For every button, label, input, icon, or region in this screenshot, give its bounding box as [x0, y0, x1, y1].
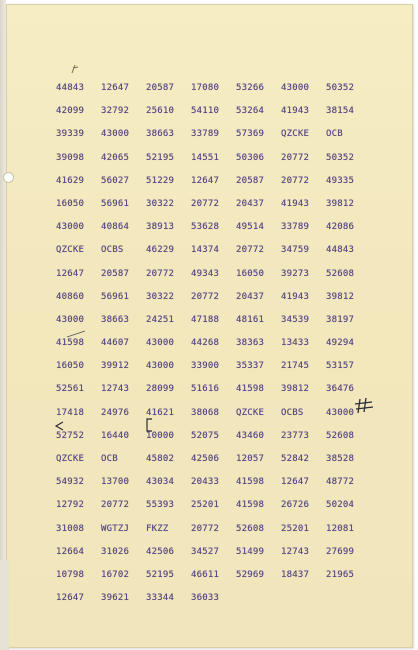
code-group: 52842 — [281, 454, 310, 464]
code-group: 38154 — [326, 106, 355, 117]
code-group: 26726 — [281, 500, 310, 511]
code-group: 57369 — [236, 129, 265, 140]
binding-strip — [0, 560, 9, 650]
code-group: 30322 — [146, 198, 175, 209]
code-group: 41943 — [281, 106, 310, 117]
code-group: 56027 — [101, 175, 130, 186]
code-group: 41943 — [281, 291, 310, 302]
code-group: 53264 — [236, 106, 265, 117]
code-group: QZCKE — [56, 454, 85, 464]
code-group: 21965 — [326, 569, 355, 580]
code-group: 33344 — [146, 593, 175, 604]
code-group: 27699 — [326, 546, 355, 557]
code-group: 16702 — [101, 569, 130, 580]
code-group: 41598 — [236, 500, 265, 511]
code-group: 43000 — [146, 361, 175, 372]
code-group: 52969 — [236, 569, 265, 580]
code-group: 47188 — [191, 314, 220, 325]
arrow-scribble-icon — [53, 420, 65, 432]
code-group: 20587 — [236, 175, 265, 186]
code-group: 16050 — [236, 268, 265, 279]
code-group: 38913 — [146, 222, 175, 233]
code-group: 21745 — [281, 361, 310, 372]
code-group: 35337 — [236, 361, 265, 372]
code-group: 32792 — [101, 106, 130, 117]
code-group: 39812 — [326, 291, 355, 302]
code-group: 28099 — [146, 384, 175, 395]
code-group: 49335 — [326, 175, 355, 186]
code-group: 43034 — [146, 477, 175, 488]
slash-scribble-icon — [66, 330, 86, 338]
code-group: 38363 — [236, 338, 265, 349]
code-group: 20437 — [236, 291, 265, 302]
code-group: 54110 — [191, 106, 220, 117]
code-group: 16050 — [56, 361, 85, 372]
code-group: 39812 — [326, 198, 355, 209]
bracket-scribble-icon — [145, 418, 153, 432]
code-group: 39621 — [101, 593, 130, 604]
code-group: 39098 — [56, 152, 85, 163]
code-group: 18437 — [281, 569, 310, 580]
code-group: 34539 — [281, 314, 310, 325]
code-group: 43000 — [56, 314, 85, 325]
code-group: OCB — [326, 129, 343, 140]
code-group: 42506 — [146, 546, 175, 557]
code-group: 46229 — [146, 245, 175, 256]
code-group: 30322 — [146, 291, 175, 302]
code-group: 49514 — [236, 222, 265, 233]
code-group: 52608 — [326, 268, 355, 279]
code-group: 53157 — [326, 361, 355, 372]
code-group: 52075 — [191, 430, 220, 441]
code-group: 34527 — [191, 546, 220, 557]
code-group: 25610 — [146, 106, 175, 117]
code-group: 38197 — [326, 314, 355, 325]
code-group: 25201 — [281, 523, 310, 534]
code-group: 44843 — [326, 245, 355, 256]
code-group: 46611 — [191, 569, 220, 580]
code-group: 12647 — [101, 83, 130, 93]
code-group: 53628 — [191, 222, 220, 233]
code-group: 51229 — [146, 175, 175, 186]
code-group: 45802 — [146, 454, 175, 464]
code-group: 50204 — [326, 500, 355, 511]
code-group: 14551 — [191, 152, 220, 163]
code-group: 41621 — [146, 407, 175, 418]
code-group: 42506 — [191, 454, 220, 464]
code-group: 50352 — [326, 152, 355, 163]
code-group: 33789 — [191, 129, 220, 140]
code-group: 38068 — [191, 407, 220, 418]
code-group: 12743 — [281, 546, 310, 557]
code-group: 39812 — [281, 384, 310, 395]
code-group: 20772 — [281, 152, 310, 163]
code-group: 56961 — [101, 198, 130, 209]
code-group: 24251 — [146, 314, 175, 325]
code-group: 12647 — [191, 175, 220, 186]
code-group: 40864 — [101, 222, 130, 233]
code-group: 52608 — [326, 430, 355, 441]
code-group: 12647 — [56, 268, 85, 279]
code-group: 36476 — [326, 384, 355, 395]
code-group: 39273 — [281, 268, 310, 279]
code-group: 42065 — [101, 152, 130, 163]
code-group: 41629 — [56, 175, 85, 186]
pencil-mark-icon — [70, 64, 80, 74]
code-group: 43000 — [281, 83, 310, 93]
code-group: 50306 — [236, 152, 265, 163]
code-group: 31008 — [56, 523, 85, 534]
code-group: WGTZJ — [101, 523, 130, 534]
code-group: 20437 — [236, 198, 265, 209]
code-group: 13700 — [101, 477, 130, 488]
code-group: 44607 — [101, 338, 130, 349]
code-group: 38663 — [101, 314, 130, 325]
code-group: 16050 — [56, 198, 85, 209]
code-group: 33900 — [191, 361, 220, 372]
code-group: 54932 — [56, 477, 85, 488]
code-group: 12057 — [236, 454, 265, 464]
code-group: 43000 — [101, 129, 130, 140]
code-group: 10000 — [146, 430, 175, 441]
code-group: 20772 — [191, 198, 220, 209]
code-group: 12664 — [56, 546, 85, 557]
code-group: 52195 — [146, 569, 175, 580]
code-group-grid — [56, 78, 371, 611]
code-group: 20772 — [281, 175, 310, 186]
code-group: QZCKE — [56, 245, 85, 256]
code-group: FKZZ — [146, 523, 169, 534]
code-group: QZCKE — [236, 407, 265, 418]
code-group: 51499 — [236, 546, 265, 557]
code-group: 20587 — [146, 83, 175, 93]
code-group: 52752 — [56, 430, 85, 441]
code-group: 17080 — [191, 83, 220, 93]
code-group: 43000 — [326, 407, 355, 418]
code-group: 39912 — [101, 361, 130, 372]
code-group: 48772 — [326, 477, 355, 488]
hash-scribble-icon — [354, 397, 374, 415]
code-group: 50352 — [326, 83, 355, 93]
code-group: 51616 — [191, 384, 220, 395]
code-group: 34759 — [281, 245, 310, 256]
code-group: 52608 — [236, 523, 265, 534]
code-group: 55393 — [146, 500, 175, 511]
code-group: 20772 — [191, 291, 220, 302]
code-group: 12647 — [281, 477, 310, 488]
code-group: 53266 — [236, 83, 265, 93]
code-group: 48161 — [236, 314, 265, 325]
code-group: 41598 — [236, 384, 265, 395]
code-group: 20772 — [191, 523, 220, 534]
code-group: 10798 — [56, 569, 85, 580]
code-group: 17418 — [56, 407, 85, 418]
code-group: 20587 — [101, 268, 130, 279]
code-group: 40860 — [56, 291, 85, 302]
code-group: 43460 — [236, 430, 265, 441]
code-group: 44843 — [56, 83, 85, 93]
code-group: 20772 — [236, 245, 265, 256]
code-group: 24976 — [101, 407, 130, 418]
code-group: 41943 — [281, 198, 310, 209]
code-group: 33789 — [281, 222, 310, 233]
code-group: 52195 — [146, 152, 175, 163]
code-group: 41598 — [236, 477, 265, 488]
code-group: 49294 — [326, 338, 355, 349]
code-group: 12792 — [56, 500, 85, 511]
code-group: 12081 — [326, 523, 355, 534]
code-group: 20433 — [191, 477, 220, 488]
code-group: 23773 — [281, 430, 310, 441]
code-group: 49343 — [191, 268, 220, 279]
code-group: QZCKE — [281, 129, 310, 140]
code-group: 38528 — [326, 454, 355, 464]
code-group: 43000 — [56, 222, 85, 233]
code-group: 52561 — [56, 384, 85, 395]
code-group: 25201 — [191, 500, 220, 511]
code-group: 36033 — [191, 593, 220, 604]
code-group: OCB — [101, 454, 118, 464]
code-group: 42086 — [326, 222, 355, 233]
code-group: 20772 — [101, 500, 130, 511]
code-group: OCBS — [281, 407, 304, 418]
code-group: 14374 — [191, 245, 220, 256]
code-group: 44268 — [191, 338, 220, 349]
code-group: 31026 — [101, 546, 130, 557]
code-group: 16440 — [101, 430, 130, 441]
code-group: 43000 — [146, 338, 175, 349]
code-group: 39339 — [56, 129, 85, 140]
code-group: 13433 — [281, 338, 310, 349]
punch-hole — [3, 172, 14, 183]
code-group: 20772 — [146, 268, 175, 279]
code-group: 12647 — [56, 593, 85, 604]
code-group: 38663 — [146, 129, 175, 140]
code-group: 56961 — [101, 291, 130, 302]
code-group: OCBS — [101, 245, 124, 256]
code-group: 12743 — [101, 384, 130, 395]
code-group: 41598 — [56, 338, 85, 349]
code-group: 42099 — [56, 106, 85, 117]
